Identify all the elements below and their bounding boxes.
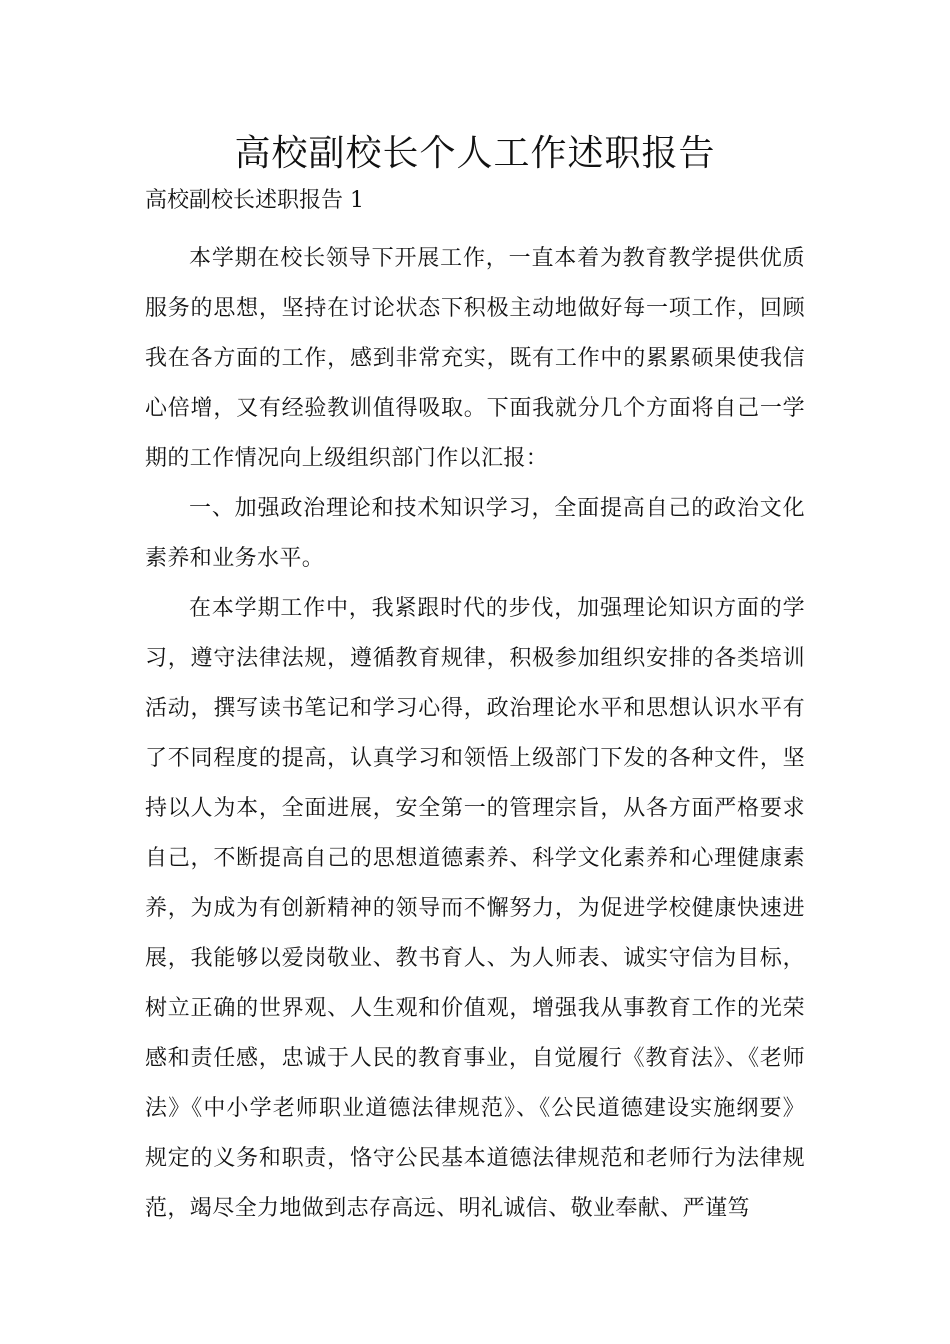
paragraph-intro: 本学期在校长领导下开展工作，一直本着为教育教学提供优质服务的思想，坚持在讨论状态下积极主动地做好每一项工作，回顾我在各方面的工作，感到非常充实，既有工作中的累累硕果使我信心倍增，又有经验教训值得吸取。下面我就分几个方面将自己一学期的工作情况向上级组织部门作以汇报： — [145, 246, 805, 471]
document-title: 高校副校长个人工作述职报告 — [234, 133, 716, 174]
document-subtitle: 高校副校长述职报告 1 — [145, 188, 364, 213]
paragraph-study: 在本学期工作中，我紧跟时代的步伐，加强理论知识方面的学习，遵守法律法规，遵循教育规律，积极参加组织安排的各类培训活动，撰写读书笔记和学习心得，政治理论水平和思想认识水平有了不同程度的提高，认真学习和领悟上级部门下发的各种文件，坚持以人为本，全面进展，安全第一的管理宗旨，从各方面严格要求自己，不断提高自己的思想道德素养、科学文化素养和心理健康素养，为成为有创新精神的领导而不懈努力，为促进学校健康快速进展，我能够以爱岗敬业、教书育人、为人师表、诚实守信为目标，树立正确的世界观、人生观和价值观，增强我从事教育工作的光荣感和责任感，忠诚于人民的教育事业，自觉履行《教育法》、《老师法》《中小学老师职业道德法律规范》、《公民道德建设实施纲要》规定的义务和职责，恪守公民基本道德法律规范和老师行为法律规范，竭尽全力地做到志存高远、明礼诚信、敬业奉献、严谨笃 — [145, 596, 805, 1221]
paragraph-section-heading: 一、加强政治理论和技术知识学习，全面提高自己的政治文化素养和业务水平。 — [145, 496, 805, 571]
document-body — [145, 234, 805, 1234]
